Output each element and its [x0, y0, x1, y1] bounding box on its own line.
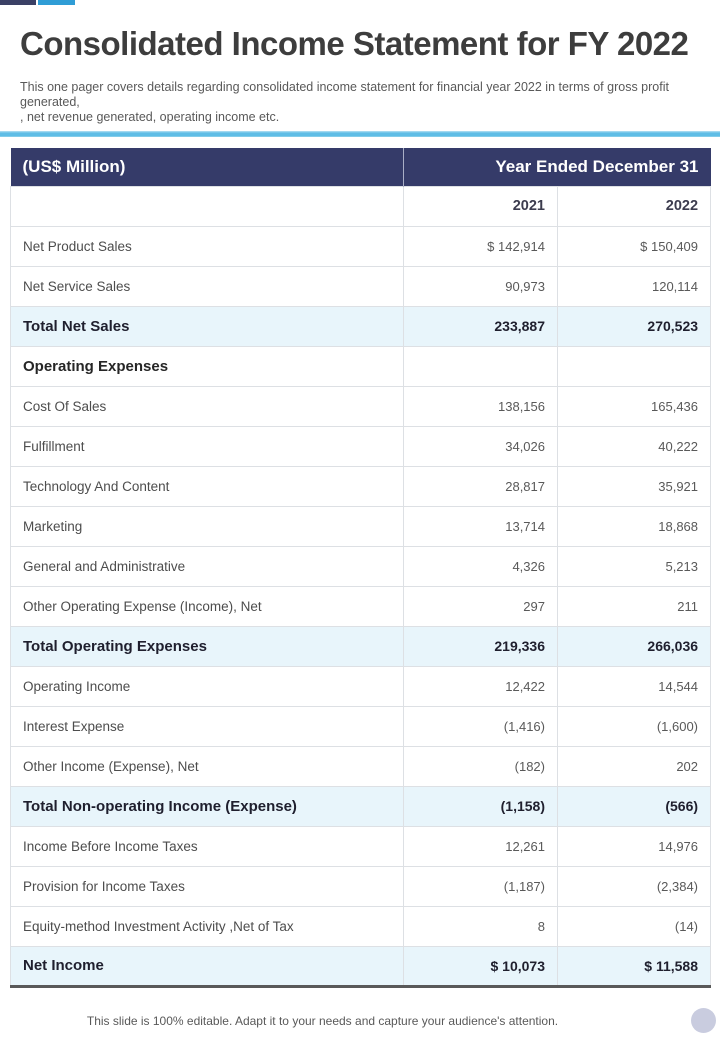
- table-row: [11, 546, 711, 586]
- table-row: [11, 426, 711, 466]
- value-2022: [558, 346, 711, 386]
- table-row: [11, 306, 711, 346]
- row-label: Provision for Income Taxes: [11, 866, 404, 906]
- footer-note: This slide is 100% editable. Adapt it to your needs and capture your audience's attention.: [86, 1014, 559, 1028]
- value-2022: 35,921: [558, 466, 711, 506]
- row-label: Other Operating Expense (Income), Net: [11, 586, 404, 626]
- row-label: Equity-method Investment Activity ,Net of Tax: [11, 906, 404, 946]
- table-row: [11, 586, 711, 626]
- value-2021: 12,261: [404, 826, 558, 866]
- value-2022: 5,213: [558, 546, 711, 586]
- value-2021: 13,714: [404, 506, 558, 546]
- unit-header-cell: (US$ Million): [11, 148, 404, 186]
- row-label: Net Income: [11, 946, 404, 986]
- value-2021: 138,156: [404, 386, 558, 426]
- year-column-2021: 2021: [404, 186, 558, 226]
- row-label: Income Before Income Taxes: [11, 826, 404, 866]
- value-2022: (2,384): [558, 866, 711, 906]
- value-2022: 165,436: [558, 386, 711, 426]
- year-column-2022: 2022: [558, 186, 711, 226]
- row-label: Total Non-operating Income (Expense): [11, 786, 404, 826]
- value-2021: [404, 346, 558, 386]
- row-label: Interest Expense: [11, 706, 404, 746]
- value-2021: 90,973: [404, 266, 558, 306]
- row-label: Marketing: [11, 506, 404, 546]
- corner-bar-blue: [38, 0, 75, 5]
- value-2022: 40,222: [558, 426, 711, 466]
- value-2021: (1,416): [404, 706, 558, 746]
- subtitle-line-1: This one pager covers details regarding consolidated income statement for financial year 2022 in terms of gross profit generated,: [20, 80, 669, 109]
- value-2021: 297: [404, 586, 558, 626]
- value-2021: 28,817: [404, 466, 558, 506]
- value-2021: 219,336: [404, 626, 558, 666]
- table-row: [11, 266, 711, 306]
- row-label: Total Net Sales: [11, 306, 404, 346]
- value-2021: 4,326: [404, 546, 558, 586]
- income-statement-table: [10, 148, 710, 988]
- row-label: Net Service Sales: [11, 266, 404, 306]
- row-label: Net Product Sales: [11, 226, 404, 266]
- value-2022: (566): [558, 786, 711, 826]
- row-label: Fulfillment: [11, 426, 404, 466]
- table-row: [11, 706, 711, 746]
- row-label: Operating Income: [11, 666, 404, 706]
- value-2021: (182): [404, 746, 558, 786]
- accent-divider-line: [0, 131, 720, 137]
- value-2022: $ 150,409: [558, 226, 711, 266]
- value-2022: 202: [558, 746, 711, 786]
- row-label: Total Operating Expenses: [11, 626, 404, 666]
- value-2021: $ 142,914: [404, 226, 558, 266]
- table-row: [11, 786, 711, 826]
- table-row: [11, 826, 711, 866]
- value-2022: $ 11,588: [558, 946, 711, 986]
- page-title: Consolidated Income Statement for FY 2022: [20, 25, 689, 62]
- subtitle-line-2: , net revenue generated, operating income etc.: [20, 110, 280, 124]
- value-2021: 34,026: [404, 426, 558, 466]
- year-header-row: [11, 186, 711, 226]
- value-2021: 233,887: [404, 306, 558, 346]
- value-2022: 270,523: [558, 306, 711, 346]
- value-2021: (1,187): [404, 866, 558, 906]
- value-2022: 211: [558, 586, 711, 626]
- table-row: [11, 506, 711, 546]
- table-row: [11, 906, 711, 946]
- empty-cell: [11, 186, 404, 226]
- table-row: [11, 626, 711, 666]
- table-row: [11, 746, 711, 786]
- corner-bar-navy: [0, 0, 36, 5]
- table-row: [11, 226, 711, 266]
- value-2021: (1,158): [404, 786, 558, 826]
- table-row: [11, 346, 711, 386]
- value-2022: 14,976: [558, 826, 711, 866]
- value-2021: 12,422: [404, 666, 558, 706]
- value-2021: $ 10,073: [404, 946, 558, 986]
- table-row: [11, 386, 711, 426]
- row-label: Operating Expenses: [11, 346, 404, 386]
- value-2022: 18,868: [558, 506, 711, 546]
- table-row: [11, 466, 711, 506]
- table-body: [11, 226, 711, 986]
- row-label: Cost Of Sales: [11, 386, 404, 426]
- value-2022: 14,544: [558, 666, 711, 706]
- page-subtitle: [20, 80, 715, 125]
- value-2022: (1,600): [558, 706, 711, 746]
- row-label: General and Administrative: [11, 546, 404, 586]
- row-label: Other Income (Expense), Net: [11, 746, 404, 786]
- table-row: [11, 946, 711, 986]
- footer-decorative-circle: [691, 1008, 716, 1033]
- value-2022: (14): [558, 906, 711, 946]
- period-header-cell: Year Ended December 31: [404, 148, 711, 186]
- value-2022: 120,114: [558, 266, 711, 306]
- table-row: [11, 866, 711, 906]
- row-label: Technology And Content: [11, 466, 404, 506]
- value-2021: 8: [404, 906, 558, 946]
- value-2022: 266,036: [558, 626, 711, 666]
- table-header-row: [11, 148, 711, 186]
- table-row: [11, 666, 711, 706]
